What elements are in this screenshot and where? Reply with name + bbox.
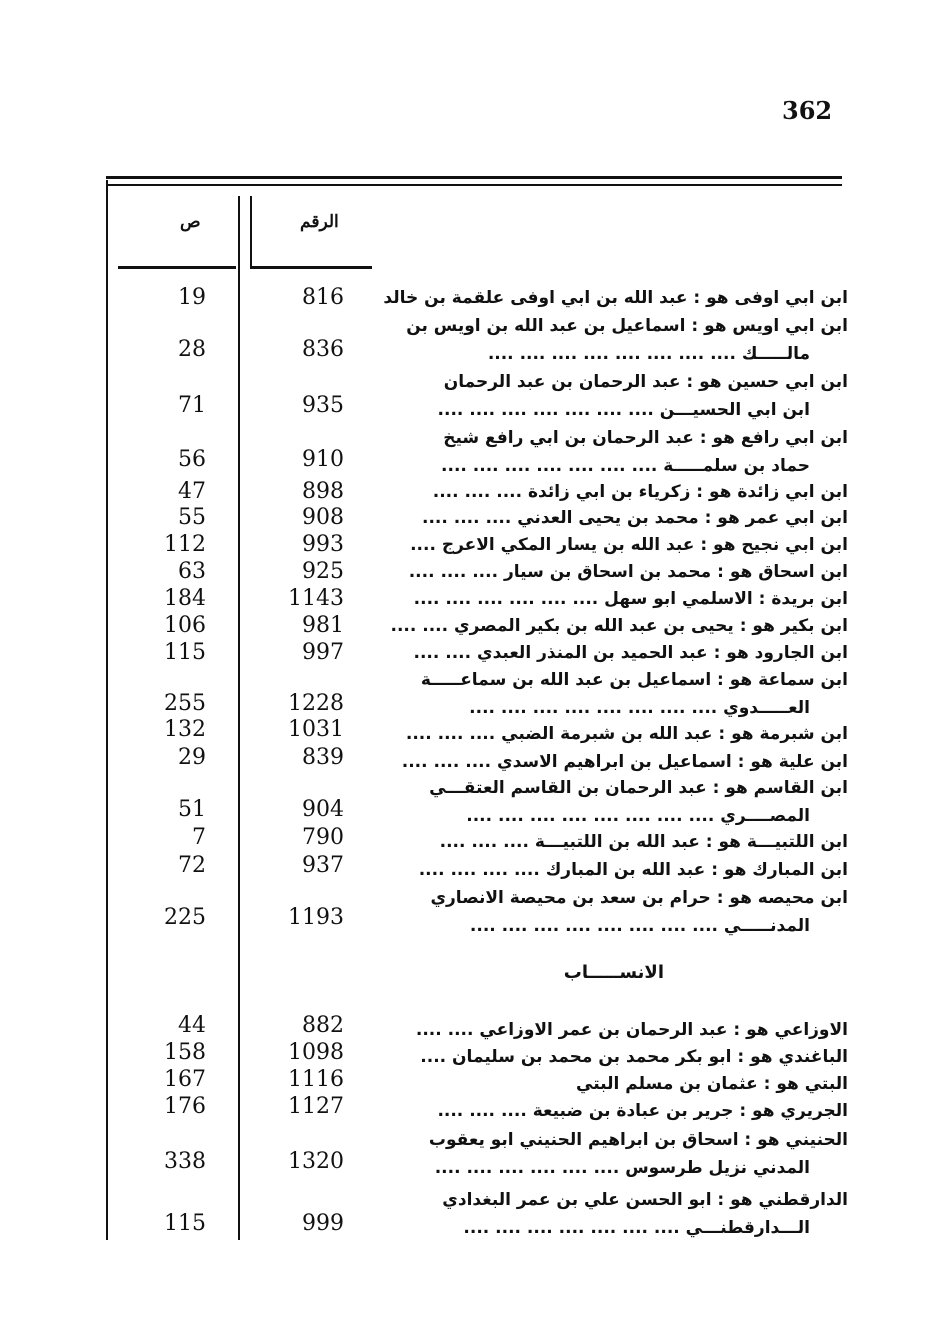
entry-number: 910 <box>302 447 344 472</box>
entry-line: ابن اللتبيـــة هو : عبد الله بن اللتبيـــة .... .... .... <box>439 832 848 852</box>
entry-page: 72 <box>178 853 206 878</box>
entry-page: 47 <box>178 479 206 504</box>
entry-line: الحنيني هو : اسحاق بن ابراهيم الحنيني ابو يعقوب <box>428 1130 848 1150</box>
entry-line-continued: المدني نزيل طرسوس .... .... .... .... .... .... <box>434 1158 810 1178</box>
entry-line: ابن ابي رافع هو : عبد الرحمان بن ابي رافع شيخ <box>443 428 848 448</box>
entry-page: 225 <box>164 905 206 930</box>
entry-line: ابن ابي حسين هو : عبد الرحمان بن عبد الرحمان <box>443 372 848 392</box>
entry-number: 981 <box>302 613 344 638</box>
entry-text <box>370 612 848 640</box>
entry-line: ابن ابي اوفى هو : عبد الله بن ابي اوفى علقمة بن خالد <box>383 288 848 308</box>
entry-text <box>370 639 848 667</box>
entry-number: 993 <box>302 532 344 557</box>
entry-page: 115 <box>164 1211 206 1236</box>
entry-line-continued: ابن ابي الحسيـــن .... .... .... .... .... .... .... <box>437 400 810 420</box>
entry-line-continued: المصــــري .... .... .... .... .... .... .... .... <box>466 806 810 826</box>
entry-text <box>370 504 848 532</box>
entry-page: 51 <box>178 797 206 822</box>
entry-line: ابن ابي زائدة هو : زكرياء بن ابي زائدة .... .... .... <box>432 482 848 502</box>
header-rule-saf <box>118 266 236 269</box>
entry-line: الدارقطني هو : ابو الحسن علي بن عمر البغدادي <box>442 1190 848 1210</box>
entry-number: 898 <box>302 479 344 504</box>
entry-line: ابن ابي نجيح هو : عبد الله بن يسار المكي الاعرج .... <box>410 535 848 555</box>
entry-page: 7 <box>192 825 206 850</box>
entry-page: 132 <box>164 717 206 742</box>
entry-line: ابن القاسم هو : عبد الرحمان بن القاسم العتقـــي <box>429 778 848 798</box>
entry-number: 1031 <box>288 717 344 742</box>
entry-text <box>370 558 848 586</box>
entry-line: ابن محيصه هو : حرام بن سعد بن محيصة الانصاري <box>430 888 848 908</box>
entry-number: 839 <box>302 745 344 770</box>
entry-text <box>370 1186 848 1242</box>
section-title: الانســـــاب <box>563 962 664 983</box>
entry-text <box>370 478 848 506</box>
entry-number: 882 <box>302 1013 344 1038</box>
entry-text <box>370 856 848 884</box>
entry-page: 28 <box>178 337 206 362</box>
entry-text <box>370 1016 848 1044</box>
entry-text <box>370 368 848 424</box>
entry-line: ابن الجارود هو : عبد الحميد بن المنذر العبدي .... .... <box>413 643 848 663</box>
entry-number: 1228 <box>288 691 344 716</box>
entry-line: ابن اسحاق هو : محمد بن اسحاق بن سيار .... .... .... <box>408 562 848 582</box>
top-rule <box>106 176 842 186</box>
entry-number: 816 <box>302 285 344 310</box>
entry-page: 106 <box>164 613 206 638</box>
entry-line-continued: الـــدارقطنـــي .... .... .... .... .... .... .... <box>463 1218 810 1238</box>
entry-text <box>370 1126 848 1182</box>
entry-text <box>370 312 848 368</box>
entry-page: 158 <box>164 1040 206 1065</box>
entry-number: 904 <box>302 797 344 822</box>
entry-number: 1127 <box>288 1094 344 1119</box>
entry-line: ابن ابي عمر هو : محمد بن يحيى العدني .... .... .... <box>421 508 848 528</box>
entry-text <box>370 774 848 830</box>
entry-page: 115 <box>164 640 206 665</box>
entry-text <box>370 1070 848 1098</box>
entry-page: 63 <box>178 559 206 584</box>
entry-number: 937 <box>302 853 344 878</box>
entry-text <box>370 424 848 480</box>
page-number: 362 <box>782 96 833 125</box>
entry-number: 1116 <box>288 1067 344 1092</box>
entry-line-continued: حماد بن سلمـــــة .... .... .... .... .... .... .... <box>441 456 810 476</box>
entry-text <box>370 284 848 312</box>
entry-line: ابن بكير هو : يحيى بن عبد الله بن بكير المصري .... .... <box>390 616 848 636</box>
entry-number: 1320 <box>288 1149 344 1174</box>
entry-line: ابن شبرمة هو : عبد الله بن شبرمة الضبي .... .... .... <box>405 724 848 744</box>
entry-line-continued: العـــــدوي .... .... .... .... .... .... .... .... <box>469 698 810 718</box>
entry-text <box>370 585 848 613</box>
entry-page: 19 <box>178 285 206 310</box>
entry-number: 836 <box>302 337 344 362</box>
entry-text <box>370 531 848 559</box>
entry-page: 29 <box>178 745 206 770</box>
entry-page: 338 <box>164 1149 206 1174</box>
entry-line-continued: مالـــــك .... .... .... .... .... .... .... .... <box>487 344 810 364</box>
entry-text <box>370 748 848 776</box>
entry-page: 44 <box>178 1013 206 1038</box>
entry-page: 255 <box>164 691 206 716</box>
entry-page: 56 <box>178 447 206 472</box>
entry-text <box>370 1097 848 1125</box>
entry-page: 184 <box>164 586 206 611</box>
entry-line: الجريري هو : جرير بن عبادة بن ضبيعة .... .... .... <box>437 1101 848 1121</box>
entry-line: ابن المبارك هو : عبد الله بن المبارك .... .... .... .... <box>418 860 848 880</box>
entry-number: 1143 <box>288 586 344 611</box>
entry-page: 176 <box>164 1094 206 1119</box>
entry-line: ابن سماعة هو : اسماعيل بن عبد الله بن سماعـــــة <box>420 670 848 690</box>
entry-text <box>370 666 848 722</box>
entry-line: البتي هو : عثمان بن مسلم البتي <box>576 1074 848 1094</box>
entry-number: 1193 <box>288 905 344 930</box>
entry-number: 997 <box>302 640 344 665</box>
entry-line: ابن بريدة : الاسلمي ابو سهل .... .... .... .... .... .... <box>413 589 848 609</box>
entry-page: 112 <box>164 532 206 557</box>
header-rule-raqm <box>250 266 372 269</box>
entry-text <box>370 1043 848 1071</box>
entry-line: الباغندي هو : ابو بكر محمد بن محمد بن سليمان .... <box>420 1047 848 1067</box>
entry-text <box>370 720 848 748</box>
entry-line-continued: المدنـــــي .... .... .... .... .... .... .... .... <box>469 916 810 936</box>
entry-number: 925 <box>302 559 344 584</box>
entry-line: ابن ابي اويس هو : اسماعيل بن عبد الله بن اويس بن <box>406 316 848 336</box>
entry-number: 999 <box>302 1211 344 1236</box>
entry-page: 167 <box>164 1067 206 1092</box>
column-divider-raqm <box>250 196 252 268</box>
column-divider-saf <box>238 196 240 1240</box>
entry-number: 908 <box>302 505 344 530</box>
entry-line: الاوزاعي هو : عبد الرحمان بن عمر الاوزاعي .... .... <box>415 1020 848 1040</box>
entry-text <box>370 828 848 856</box>
entry-number: 790 <box>302 825 344 850</box>
left-border <box>106 180 108 1240</box>
entry-page: 71 <box>178 393 206 418</box>
header-saf: ص <box>180 212 201 232</box>
header-raqm: الرقم <box>300 212 339 232</box>
entry-line: ابن علية هو : اسماعيل بن ابراهيم الاسدي .... .... .... <box>401 752 848 772</box>
entry-number: 1098 <box>288 1040 344 1065</box>
entry-number: 935 <box>302 393 344 418</box>
entry-text <box>370 884 848 940</box>
entry-page: 55 <box>178 505 206 530</box>
